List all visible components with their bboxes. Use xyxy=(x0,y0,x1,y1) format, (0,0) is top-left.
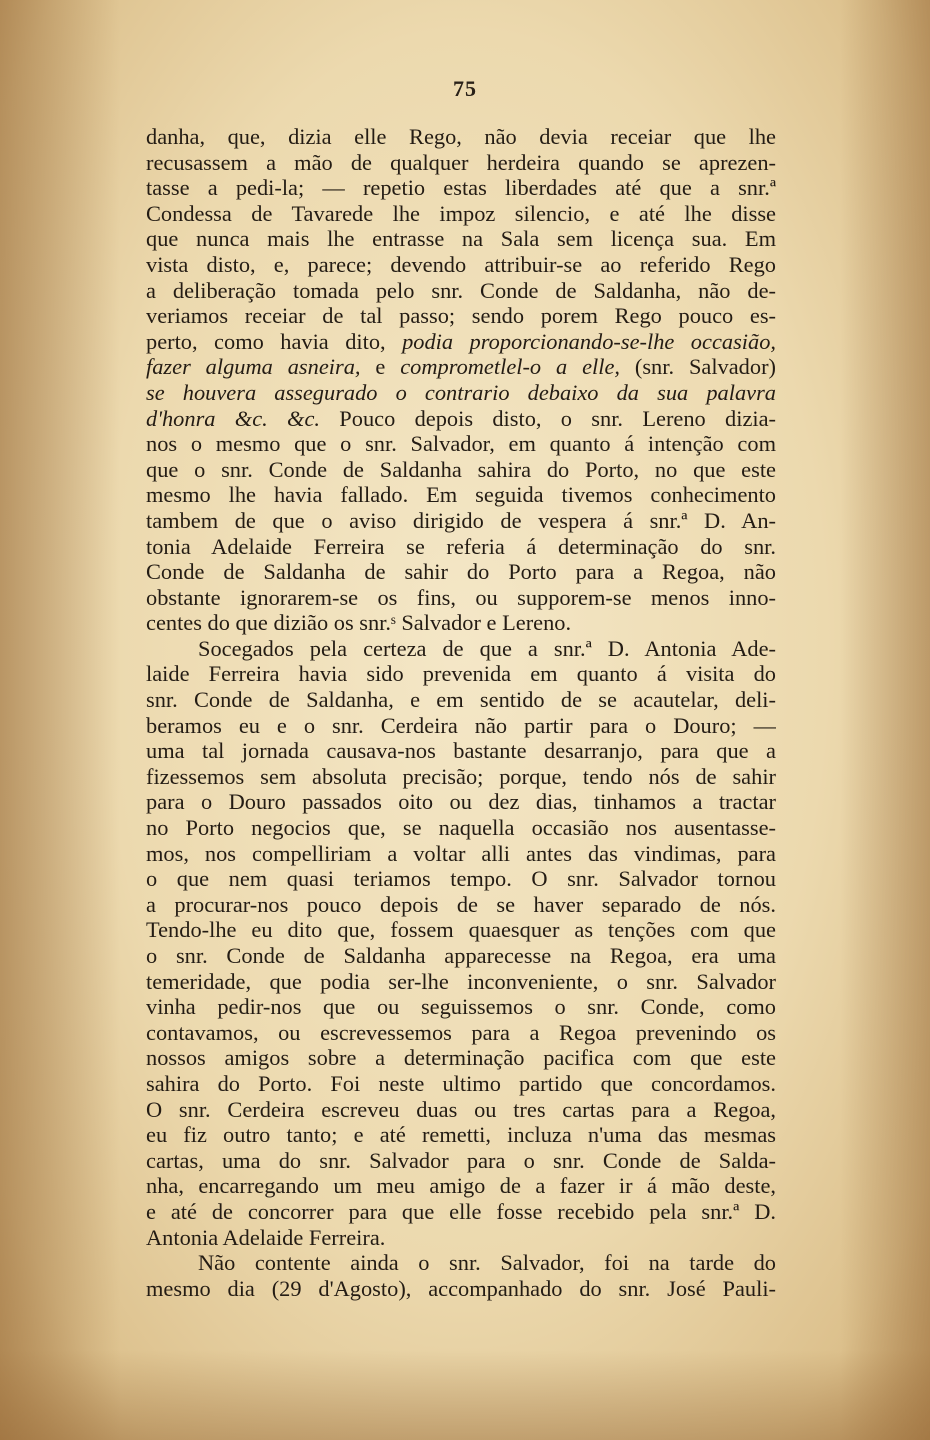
italic-text: podia proporcionando-se-lhe occasião, xyxy=(385,328,776,354)
text-line xyxy=(146,201,776,227)
text-line xyxy=(146,380,776,406)
text-line xyxy=(146,815,776,841)
line-text: temeridade, que podia ser-lhe inconveniente, o snr. Salvador xyxy=(146,968,776,994)
text-line xyxy=(146,252,776,278)
text-line xyxy=(146,508,776,534)
text-line xyxy=(146,892,776,918)
line-text: mos, nos compelliriam a voltar alli antes das vindimas, para xyxy=(146,840,776,866)
line-text: (snr. Salvador) xyxy=(620,354,776,380)
line-text: a deliberação tomada pelo snr. Conde de Saldanha, não de- xyxy=(146,277,776,303)
text-line xyxy=(146,1071,776,1097)
line-text: Conde de Saldanha de sahir do Porto para a Regoa, não xyxy=(146,559,776,585)
line-text: vinha pedir-nos que ou seguissemos o snr. Conde, como xyxy=(146,994,776,1020)
line-text: nos o mesmo que o snr. Salvador, em quanto á intenção com xyxy=(146,431,776,457)
line-text: sahira do Porto. Foi neste ultimo partido que concordamos. xyxy=(146,1070,776,1096)
text-line xyxy=(146,764,776,790)
line-text: beramos eu e o snr. Cerdeira não partir para o Douro; — xyxy=(146,712,776,738)
text-line xyxy=(146,687,776,713)
line-text: danha, que, dizia elle Rego, não devia receiar que lhe xyxy=(146,124,776,149)
text-line xyxy=(146,226,776,252)
line-text: Não contente ainda o snr. Salvador, foi na tarde do xyxy=(198,1250,776,1276)
text-line xyxy=(146,1173,776,1199)
text-line xyxy=(146,1199,776,1225)
page-shadow-bottom xyxy=(0,1350,930,1440)
line-text: Condessa de Tavarede lhe impoz silencio, e até lhe disse xyxy=(146,200,776,226)
line-text: o que nem quasi teriamos tempo. O snr. Salvador tornou xyxy=(146,866,776,892)
text-line xyxy=(146,1097,776,1123)
text-line xyxy=(146,482,776,508)
text-line xyxy=(146,406,776,432)
line-text: fizessemos sem absoluta precisão; porque, tendo nós de sahir xyxy=(146,763,776,789)
line-text: nha, encarregando um meu amigo de a fazer ir á mão deste, xyxy=(146,1173,776,1199)
text-line xyxy=(146,841,776,867)
line-text: mesmo dia (29 d'Agosto), accompanhado do snr. José Pauli- xyxy=(146,1275,776,1301)
line-text: uma tal jornada causava-nos bastante desarranjo, para que a xyxy=(146,738,776,764)
line-text: eu fiz outro tanto; e até remetti, incluza n'uma das mesmas xyxy=(146,1122,776,1148)
text-line xyxy=(146,1148,776,1174)
line-text: tonia Adelaide Ferreira se referia á determinação do snr. xyxy=(146,533,776,559)
line-text: Socegados pela certeza de que a snr.ª D. Antonia Ade- xyxy=(198,635,776,661)
text-line xyxy=(146,738,776,764)
line-text: cartas, uma do snr. Salvador para o snr. Conde de Salda- xyxy=(146,1147,776,1173)
body-text xyxy=(146,124,776,1301)
italic-text: comprometlel-o a elle, xyxy=(385,354,620,380)
line-text: veriamos receiar de tal passo; sendo porem Rego pouco es- xyxy=(146,303,776,329)
line-text: perto, como havia dito, xyxy=(146,328,386,354)
line-text: mesmo lhe havia fallado. Em seguida tivemos conhecimento xyxy=(146,482,776,508)
line-text: contavamos, ou escrevessemos para a Regoa prevenindo os xyxy=(146,1019,776,1045)
italic-text: se houvera assegurado o contrario debaixo da sua palavra xyxy=(146,379,776,405)
italic-text: fazer alguma asneira, xyxy=(146,354,361,380)
text-line xyxy=(146,917,776,943)
line-text: que o snr. Conde de Saldanha sahira do Porto, no que este xyxy=(146,456,776,482)
text-line xyxy=(146,1122,776,1148)
line-text: Pouco depois disto, o snr. Lereno dizia- xyxy=(320,405,776,431)
line-text: para o Douro passados oito ou dez dias, tinhamos a tractar xyxy=(146,789,776,815)
page-shadow-left xyxy=(0,0,120,1440)
line-text: obstante ignorarem-se os fins, ou supporem-se menos inno- xyxy=(146,584,776,610)
line-text: Tendo-lhe eu dito que, fossem quaesquer as tenções com que xyxy=(146,917,776,943)
page-shadow-right xyxy=(840,0,930,1440)
text-line xyxy=(146,559,776,585)
text-line xyxy=(146,175,776,201)
text-line xyxy=(146,278,776,304)
text-line xyxy=(146,1020,776,1046)
line-text: a procurar-nos pouco depois de se haver separado de nós. xyxy=(146,891,776,917)
line-text: O snr. Cerdeira escreveu duas ou tres cartas para a Regoa, xyxy=(146,1096,776,1122)
line-text: Antonia Adelaide Ferreira. xyxy=(146,1224,386,1250)
text-line xyxy=(146,1276,776,1302)
line-text: vista disto, e, parece; devendo attribuir-se ao referido Rego xyxy=(146,251,776,277)
text-line xyxy=(146,1250,776,1276)
line-text: no Porto negocios que, se naquella occasião nos ausentasse- xyxy=(146,815,776,841)
text-line xyxy=(146,534,776,560)
text-line xyxy=(146,789,776,815)
line-text: tambem de que o aviso dirigido de vespera á snr.ª D. An- xyxy=(146,507,776,533)
text-line xyxy=(146,124,776,150)
line-text: snr. Conde de Saldanha, e em sentido de se acautelar, deli- xyxy=(146,687,776,713)
text-line xyxy=(146,354,776,380)
line-text: que nunca mais lhe entrasse na Sala sem licença sua. Em xyxy=(146,226,776,252)
line-text: e xyxy=(360,354,386,380)
text-line xyxy=(146,303,776,329)
line-text: o snr. Conde de Saldanha apparecesse na Regoa, era uma xyxy=(146,943,776,968)
line-text: laide Ferreira havia sido prevenida em quanto á visita do xyxy=(146,661,776,687)
text-line xyxy=(146,431,776,457)
text-line xyxy=(146,1045,776,1071)
line-text: e até de concorrer para que elle fosse recebido pela snr.ª D. xyxy=(146,1198,776,1224)
text-line xyxy=(146,1225,776,1251)
text-line xyxy=(146,150,776,176)
italic-text: d'honra &c. &c. xyxy=(146,405,320,431)
line-text: centes do que dizião os snr.ˢ Salvador e Lereno. xyxy=(146,610,572,636)
page-number: 75 xyxy=(453,76,477,101)
text-line xyxy=(146,585,776,611)
text-line xyxy=(146,969,776,995)
line-text: tasse a pedi-la; — repetio estas liberdades até que a snr.ª xyxy=(146,175,776,201)
text-line xyxy=(146,636,776,662)
text-line xyxy=(146,713,776,739)
line-text: nossos amigos sobre a determinação pacifica com que este xyxy=(146,1045,776,1071)
text-line xyxy=(146,610,776,636)
text-line xyxy=(146,994,776,1020)
line-text: recusassem a mão de qualquer herdeira quando se aprezen- xyxy=(146,149,776,175)
text-line xyxy=(146,943,776,969)
text-line xyxy=(146,866,776,892)
text-line xyxy=(146,329,776,355)
text-line xyxy=(146,661,776,687)
text-line xyxy=(146,457,776,483)
